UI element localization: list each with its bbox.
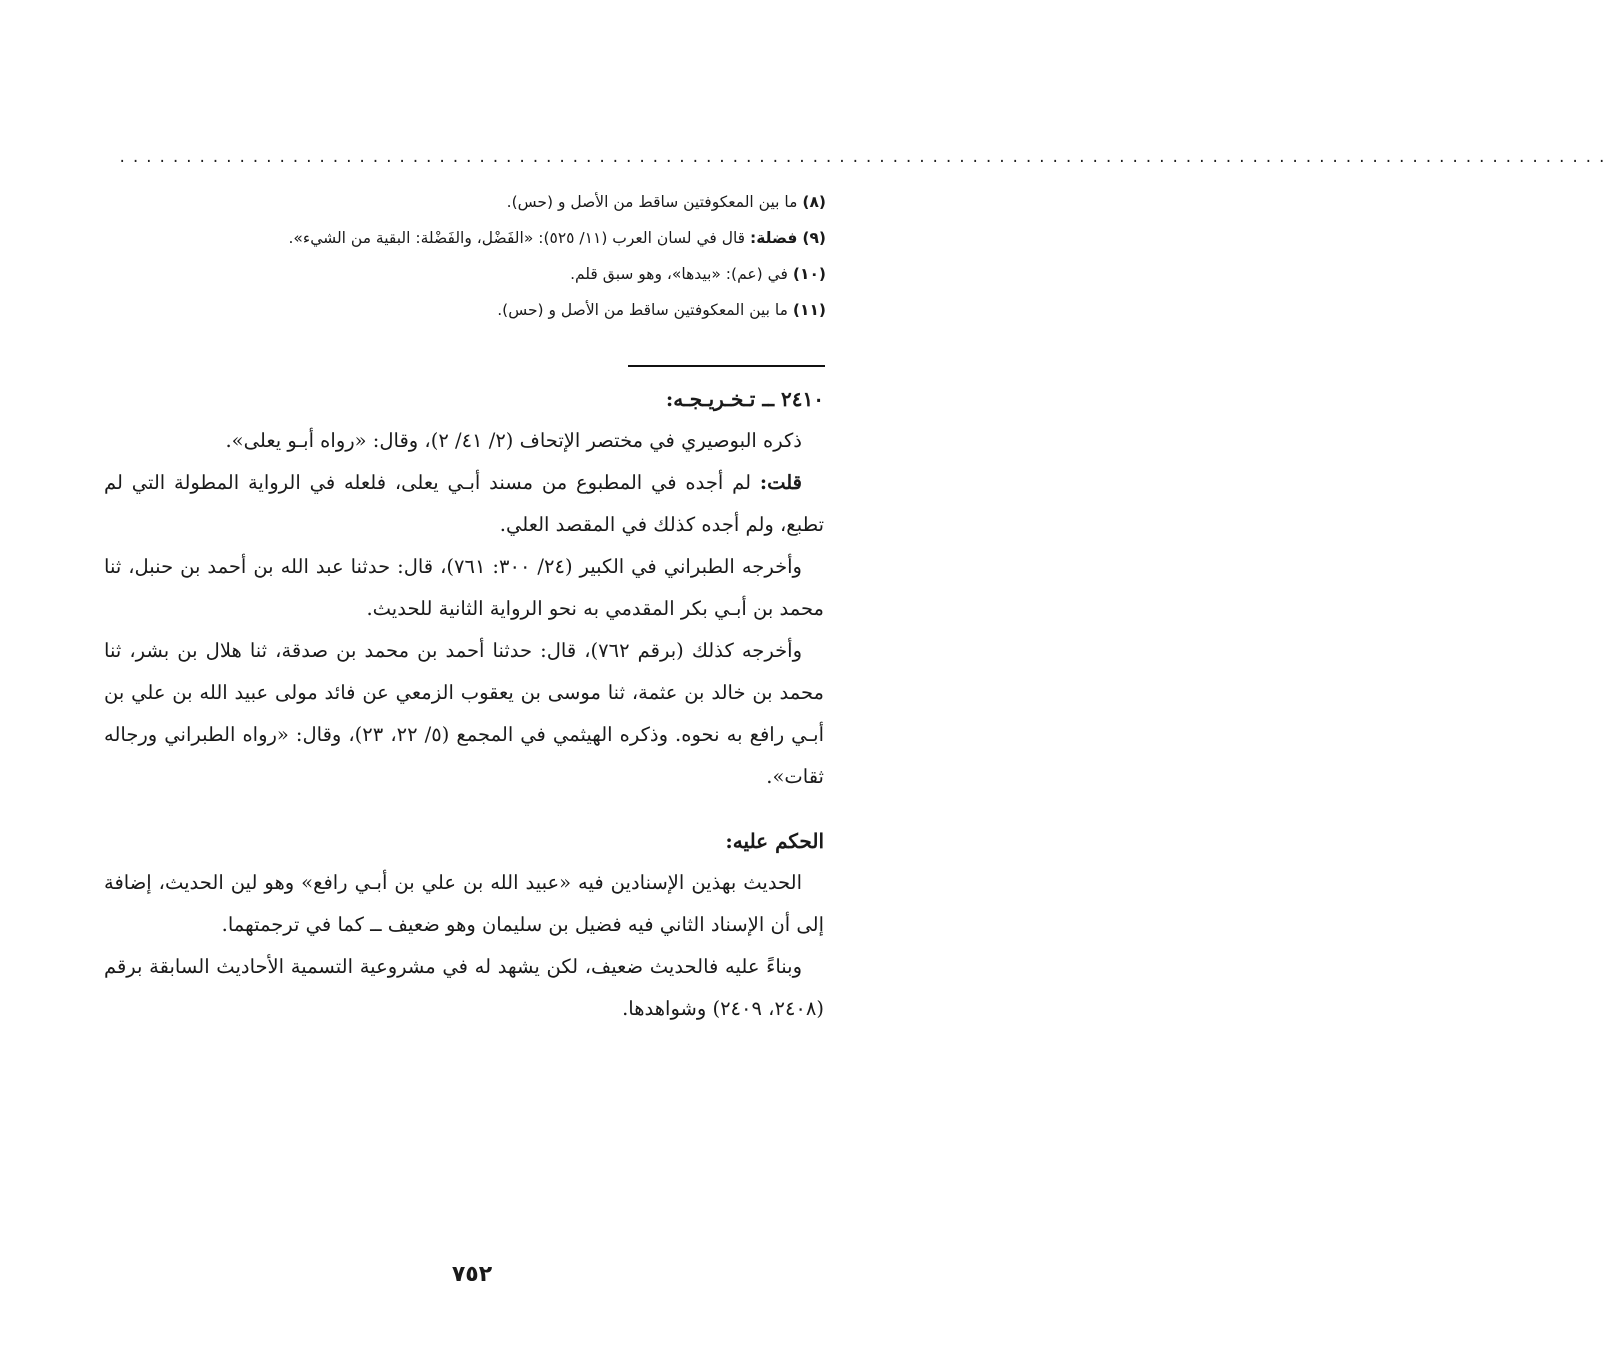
takhrij-paragraph: ذكره البوصيري في مختصر الإتحاف (٢/ ٤١/ ٢)، وقال: «رواه أبـو يعلى». bbox=[225, 429, 802, 452]
footnote bbox=[106, 256, 826, 292]
takhrij-heading: ٢٤١٠ ــ تـخـريـجـه: bbox=[665, 387, 824, 411]
section-divider bbox=[628, 365, 825, 367]
footnote-text: في (عم): «بيدها»، وهو سبق قلم. bbox=[570, 265, 788, 283]
hukm-heading: الحكم عليه: bbox=[725, 829, 824, 853]
hukm-paragraph: وبناءً عليه فالحديث ضعيف، لكن يشهد له في مشروعية التسمية الأحاديث السابقة برقم (٢٤٠٨، ٢٤٠٩) وشواهدها. bbox=[104, 955, 824, 1020]
footnote bbox=[106, 292, 826, 328]
footnote-number: (١١) bbox=[792, 301, 826, 319]
footnote bbox=[106, 220, 826, 256]
dot-leader: ................................................................................................................ bbox=[118, 150, 1611, 166]
footnote-text: ما بين المعكوفتين ساقط من الأصل و (حس). bbox=[506, 193, 798, 211]
footnote-number: (٩) bbox=[802, 229, 826, 247]
spacer bbox=[104, 798, 824, 820]
footnotes bbox=[106, 184, 826, 328]
page-number: ٧٥٢ bbox=[451, 1262, 493, 1287]
paragraph-text: لم أجده في المطبوع من مسند أبـي يعلى، فلعله في الرواية المطولة التي لم تطبع، ولم أجده كذلك في المقصد العلي. bbox=[104, 471, 824, 536]
footnote-lead: فضلة: bbox=[750, 229, 798, 247]
footnote-number: (١٠) bbox=[792, 265, 826, 283]
footnote bbox=[106, 184, 826, 220]
footnote-text: قال في لسان العرب (١١/ ٥٢٥): «الفَضْل، والفَضْلة: البقية من الشيء». bbox=[288, 229, 746, 247]
takhrij-paragraph bbox=[104, 462, 824, 546]
main-text bbox=[104, 378, 824, 1030]
takhrij-paragraph: وأخرجه كذلك (برقم ٧٦٢)، قال: حدثنا أحمد بن محمد بن صدقة، ثنا هلال بن بشر، ثنا محمد بن خالد بن عثمة، ثنا موسى بن يعقوب الزمعي عن فائد مولى عبيد الله بن علي بن أبـي رافع به نحوه. وذكره الهيثمي في المجمع (٥/ ٢٢، ٢٣)، وقال: «رواه الطبراني ورجاله ثقات». bbox=[104, 639, 824, 788]
hukm-paragraph: الحديث بهذين الإسنادين فيه «عبيد الله بن علي بن أبـي رافع» وهو لين الحديث، إضافة إلى أن الإسناد الثاني فيه فضيل بن سليمان وهو ضعيف ــ كما في ترجمتهما. bbox=[104, 871, 824, 936]
footnote-number: (٨) bbox=[802, 193, 826, 211]
footnote-text: ما بين المعكوفتين ساقط من الأصل و (حس). bbox=[497, 301, 788, 319]
paragraph-lead: قلت: bbox=[759, 471, 802, 494]
takhrij-paragraph: وأخرجه الطبراني في الكبير (٢٤/ ٣٠٠: ٧٦١)، قال: حدثنا عبد الله بن أحمد بن حنبل، ثنا محمد بن أبـي بكر المقدمي به نحو الرواية الثانية للحديث. bbox=[104, 555, 824, 620]
